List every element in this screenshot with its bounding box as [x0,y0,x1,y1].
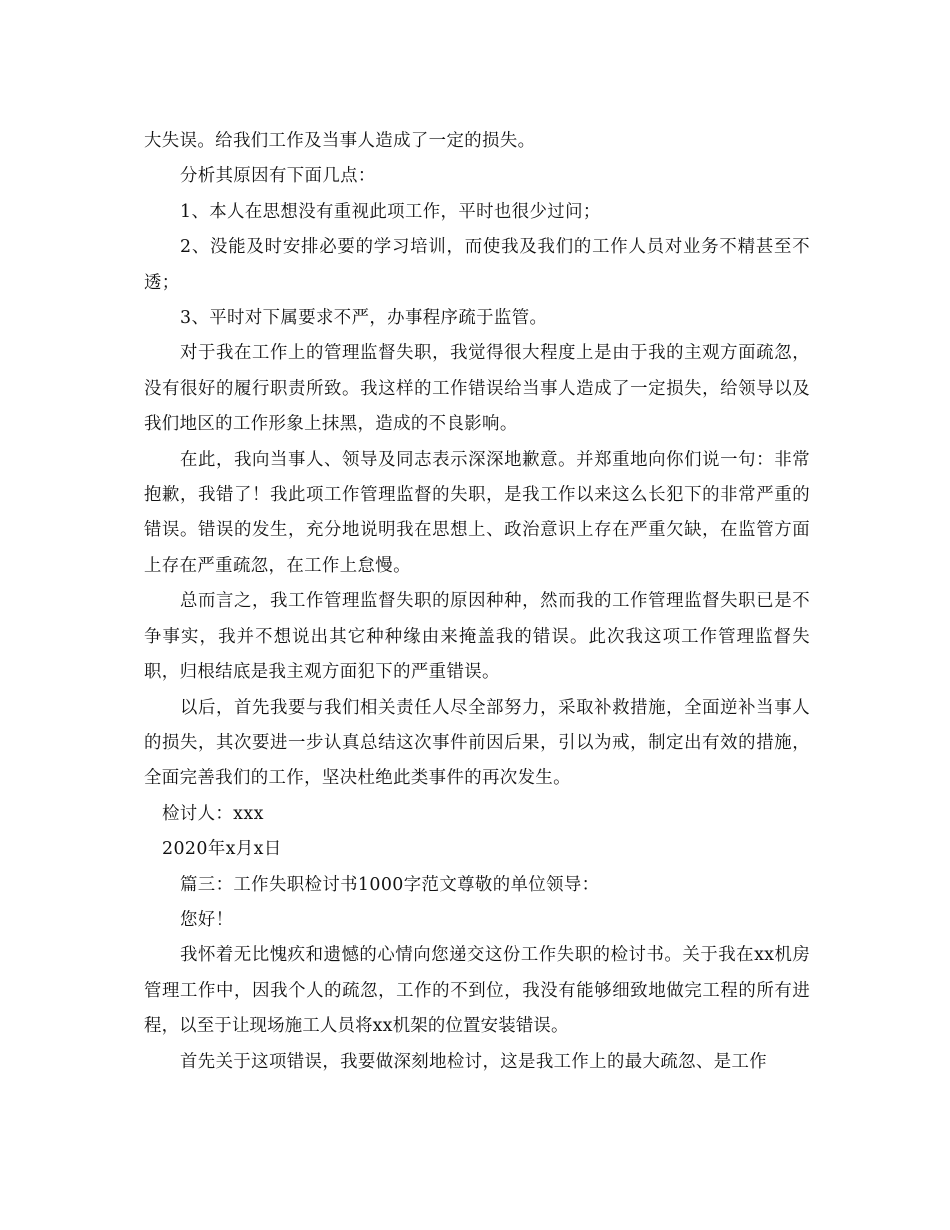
paragraph-responsibility: 对于我在工作上的管理监督失职，我觉得很大程度上是由于我的主观方面疏忽，没有很好的履行职责所致。我这样的工作错误给当事人造成了一定损失，给领导以及我们地区的工作形象上抹黑，造成的不良影响。 [144,343,810,435]
section3-paragraph-intro: 我怀着无比愧疚和遗憾的心情向您递交这份工作失职的检讨书。关于我在xx机房管理工作中，因我个人的疏忽，工作的不到位，我没有能够细致地做完工程的所有进程，以至于让现场施工人员将xx机架的位置安装错误。 [144,945,810,1037]
paragraph-apology: 在此，我向当事人、领导及同志表示深深地歉意。并郑重地向你们说一句：非常抱歉，我错了！我此项工作管理监督的失职，是我工作以来这么长犯下的非常严重的错误。错误的发生，充分地说明我在思想上、政治意识上存在严重欠缺，在监管方面上存在严重疏忽，在工作上怠慢。 [144,449,810,576]
document-body [144,124,810,1080]
signature-reviewer: 检讨人：xxx [162,803,264,824]
section3-greeting: 您好！ [180,909,234,930]
paragraph-cause-3: 3、平时对下属要求不严，办事程序疏于监管。 [180,308,548,329]
paragraph-continuation: 大失误。给我们工作及当事人造成了一定的损失。 [144,131,536,151]
paragraph-cause-1: 1、本人在思想没有重视此项工作，平时也很少过问； [180,201,601,222]
paragraph-remedy: 以后，首先我要与我们相关责任人尽全部努力，采取补救措施，全面逆补当事人的损失，其次要进一步认真总结这次事件前因后果，引以为戒，制定出有效的措施，全面完善我们的工作，坚决杜绝此类事件的再次发生。 [144,697,810,789]
paragraph-causes-intro: 分析其原因有下面几点： [180,166,376,187]
section3-paragraph-reflection: 首先关于这项错误，我要做深刻地检讨，这是我工作上的最大疏忽、是工作 [180,1051,768,1072]
section3-heading: 篇三：工作失职检讨书1000字范文尊敬的单位领导： [180,874,600,895]
paragraph-summary: 总而言之，我工作管理监督失职的原因种种，然而我的工作管理监督失职已是不争事实，我并不想说出其它种种缘由来掩盖我的错误。此次我这项工作管理监督失职，归根结底是我主观方面犯下的严重错误。 [144,591,810,683]
signature-date: 2020年x月x日 [162,839,282,860]
paragraph-cause-2: 2、没能及时安排必要的学习培训，而使我及我们的工作人员对业务不精甚至不透； [144,237,810,293]
